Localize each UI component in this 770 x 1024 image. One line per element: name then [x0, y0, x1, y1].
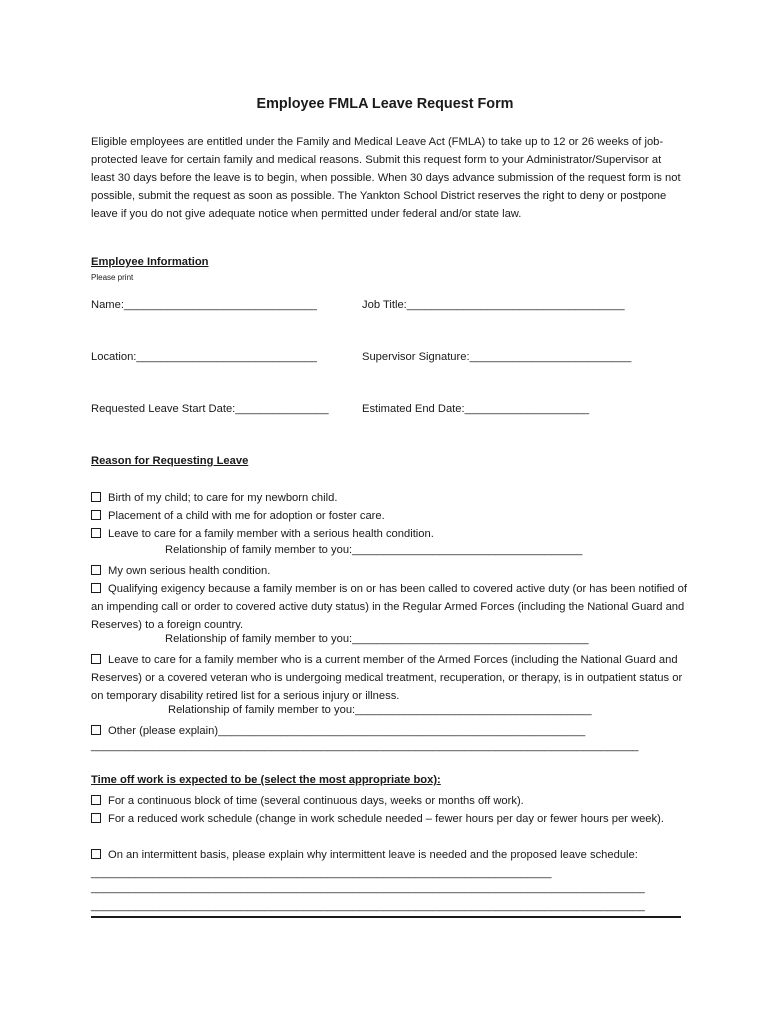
- option-label: Leave to care for a family member who is a current member of the Armed Forces (including the National Guard and Reserves) or a covered veteran who is undergoing medical treatment, recuperation, or therapy, is in outpatient status or on temporary disability retired list for a serious injury or illness.: [91, 654, 683, 702]
- relationship-field-1[interactable]: Relationship of family member to you:_____________________________________: [165, 544, 583, 556]
- option-label: Leave to care for a family member with a serious health condition.: [108, 528, 434, 540]
- schedule-line-2[interactable]: _________________________________________________________________________________________: [91, 900, 645, 912]
- checkbox[interactable]: [91, 583, 101, 593]
- supervisor-signature-field[interactable]: Supervisor Signature:__________________________: [362, 351, 632, 363]
- option-label: Qualifying exigency because a family member is on or has been called to covered active duty (or has been notified of an impending call or order to covered active duty status) in the Regular Armed Forces (including the National Guard and Reserves) to a foreign country.: [91, 583, 687, 631]
- intro-paragraph: Eligible employees are entitled under the Family and Medical Leave Act (FMLA) to take up to 12 or 26 weeks of job-protected leave for certain family and medical reasons. Submit this request form to your Administrator/Supervisor at least 30 days before the leave is to begin, when possible. When 30 days advance submission of the request form is not possible, submit the request as soon as possible. The Yankton School District reserves the right to deny or postpone leave if you do not give adequate notice when permitted under federal and/or state law.: [91, 136, 681, 220]
- option-label: For a reduced work schedule (change in work schedule needed – fewer hours per day or fewer hours per week).: [108, 813, 664, 825]
- checkbox[interactable]: [91, 795, 101, 805]
- option-label: For a continuous block of time (several continuous days, weeks or months off work).: [108, 795, 524, 807]
- reason-birth-option[interactable]: [91, 489, 691, 507]
- option-label: On an intermittent basis, please explain why intermittent leave is needed and the proposed leave schedule: __________________________________________________________________________: [91, 849, 638, 879]
- end-date-field[interactable]: Estimated End Date:____________________: [362, 403, 590, 415]
- time-off-intermittent-option[interactable]: [91, 846, 691, 882]
- reason-family-care-option[interactable]: [91, 525, 691, 543]
- option-label: Birth of my child; to care for my newborn child.: [108, 492, 338, 504]
- reason-exigency-option[interactable]: [91, 580, 691, 634]
- checkbox[interactable]: [91, 492, 101, 502]
- form-title: Employee FMLA Leave Request Form: [256, 96, 514, 112]
- relationship-field-2[interactable]: Relationship of family member to you:______________________________________: [165, 633, 589, 645]
- reason-other-option[interactable]: [91, 722, 691, 740]
- name-field[interactable]: Name:_______________________________: [91, 299, 317, 311]
- bottom-rule: [91, 916, 681, 918]
- checkbox[interactable]: [91, 565, 101, 575]
- employee-info-heading: Employee Information: [91, 256, 209, 268]
- checkbox[interactable]: [91, 725, 101, 735]
- reason-own-health-option[interactable]: [91, 562, 691, 580]
- relationship-field-3[interactable]: Relationship of family member to you:______________________________________: [168, 704, 592, 716]
- option-label: Other (please explain)___________________________________________________________: [108, 725, 586, 737]
- job-title-field[interactable]: Job Title:___________________________________: [362, 299, 625, 311]
- please-print-note: Please print: [91, 273, 134, 282]
- checkbox[interactable]: [91, 654, 101, 664]
- option-label: My own serious health condition.: [108, 565, 271, 577]
- other-explain-line[interactable]: ________________________________________________________________________________________: [91, 740, 639, 752]
- time-off-continuous-option[interactable]: [91, 792, 691, 810]
- checkbox[interactable]: [91, 813, 101, 823]
- start-date-field[interactable]: Requested Leave Start Date:_______________: [91, 403, 329, 415]
- time-off-heading: Time off work is expected to be (select the most appropriate box):: [91, 774, 441, 786]
- reason-heading: Reason for Requesting Leave: [91, 455, 249, 467]
- checkbox[interactable]: [91, 849, 101, 859]
- time-off-reduced-option[interactable]: [91, 810, 691, 828]
- reason-placement-option[interactable]: [91, 507, 691, 525]
- checkbox[interactable]: [91, 528, 101, 538]
- option-label: Placement of a child with me for adoption or foster care.: [108, 510, 385, 522]
- schedule-line-1[interactable]: _________________________________________________________________________________________: [91, 882, 645, 894]
- reason-military-care-option[interactable]: [91, 651, 691, 705]
- checkbox[interactable]: [91, 510, 101, 520]
- location-field[interactable]: Location:_____________________________: [91, 351, 317, 363]
